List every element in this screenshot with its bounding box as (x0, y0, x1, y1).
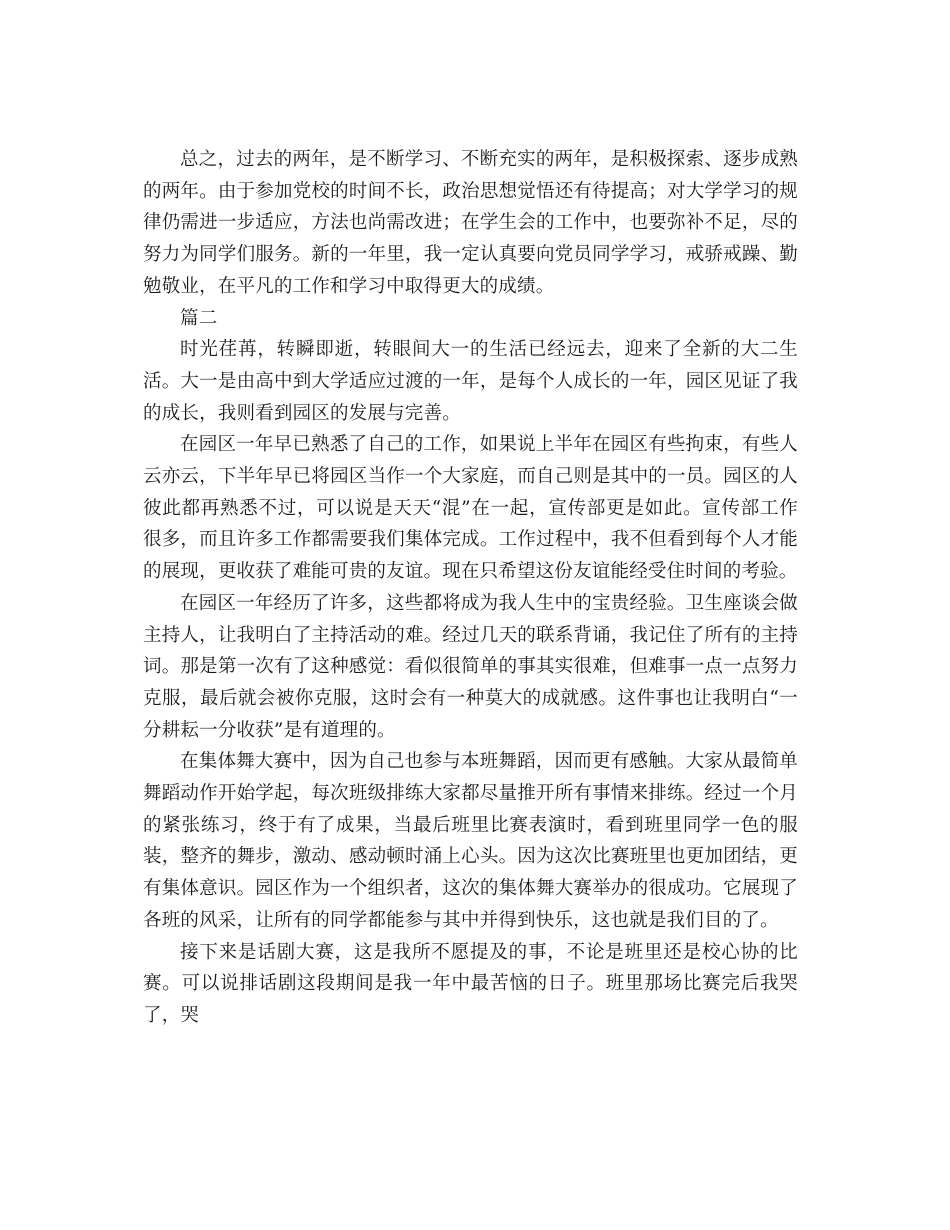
paragraph-time-flies: 时光荏苒，转瞬即逝，转眼间大一的生活已经远去，迎来了全新的大二生活。大一是由高中到大学适应过渡的一年，是每个人成长的一年，园区见证了我的成长，我则看到园区的发展与完善。 (143, 339, 798, 424)
paragraph-experience: 在园区一年经历了许多，这些都将成为我人生中的宝贵经验。卫生座谈会做主持人，让我明白了主持活动的难。经过几天的联系背诵，我记住了所有的主持词。那是第一次有了这种感觉：看似很简单的事其实很难，但难事一点一点努力克服，最后就会被你克服，这时会有一种莫大的成就感。这件事也让我明白“一分耕耘一分收获”是有道理的。 (143, 592, 798, 741)
paragraph-summary: 总之，过去的两年，是不断学习、不断充实的两年，是积极探索、逐步成熟的两年。由于参加党校的时间不长，政治思想觉悟还有待提高；对大学学习的规律仍需进一步适应，方法也尚需改进；在学生会的工作中，也要弥补不足，尽的努力为同学们服务。新的一年里，我一定认真要向党员同学学习，戒骄戒躁、勤勉敬业，在平凡的工作和学习中取得更大的成绩。 (143, 149, 798, 297)
paragraph-dance-contest: 在集体舞大赛中，因为自己也参与本班舞蹈，因而更有感触。大家从最简单舞蹈动作开始学起，每次班级排练大家都尽量推开所有事情来排练。经过一个月的紧张练习，终于有了成果，当最后班里比赛表演时，看到班里同学一色的服装，整齐的舞步，激动、感动顿时涌上心头。因为这次比赛班里也更加团结，更有集体意识。园区作为一个组织者，这次的集体舞大赛举办的很成功。它展现了各班的风采，让所有的同学都能参与其中并得到快乐，这也就是我们目的了。 (143, 751, 798, 931)
paragraph-drama-contest: 接下来是话剧大赛，这是我所不愿提及的事，不论是班里还是校心协的比赛。可以说排话剧这段期间是我一年中最苦恼的日子。班里那场比赛完后我哭了，哭 (143, 941, 798, 1026)
document-body (143, 144, 798, 1032)
paragraph-park-work: 在园区一年早已熟悉了自己的工作，如果说上半年在园区有些拘束，有些人云亦云，下半年早已将园区当作一个大家庭，而自己则是其中的一员。园区的人彼此都再熟悉不过，可以说是天天“混”在一起，宣传部更是如此。宣传部工作很多，而且许多工作都需要我们集体完成。工作过程中，我不但看到每个人才能的展现，更收获了难能可贵的友谊。现在只希望这份友谊能经受住时间的考验。 (143, 434, 798, 583)
section-heading-part-two: 篇二 (180, 307, 218, 329)
